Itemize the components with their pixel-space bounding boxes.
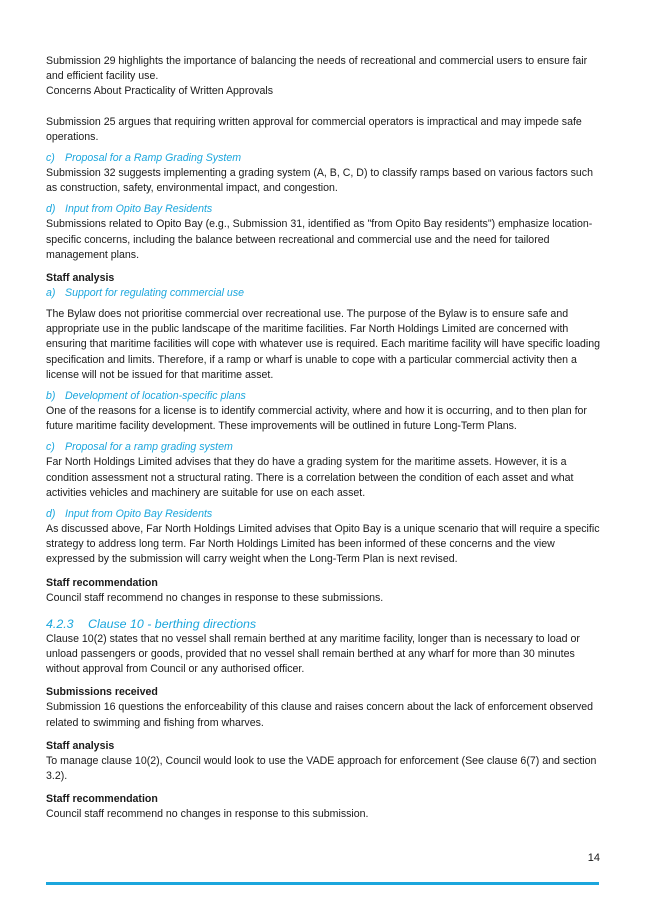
subheading-c-ramp-grading: c) Proposal for a Ramp Grading System (46, 152, 242, 165)
subheading-b-location-plans: b) Development of location-specific plans (46, 390, 246, 403)
paragraph-submission-16: Submission 16 questions the enforceability of this clause and raises concern about the lack of enforcement observed related to swimming and fishing from wharves. (46, 701, 594, 729)
paragraph-submission-29: Submission 29 highlights the importance of balancing the needs of recreational and commercial users to ensure fair and efficient facility use. (46, 55, 588, 83)
paragraph-analysis-c: Far North Holdings Limited advises that they do have a grading system for the maritime assets. However, it is a condition assessment not a structural rating. There is a correlation between the condition of each asset and what activities vehicles and machinery are suitable for use on each asset. (46, 456, 574, 499)
staff-analysis-heading-2: Staff analysis (46, 739, 115, 752)
page-number: 14 (587, 852, 600, 864)
footer-rule (46, 882, 599, 885)
document-body (46, 54, 606, 823)
subheading-c-ramp-grading-analysis: c) Proposal for a ramp grading system (46, 441, 233, 454)
paragraph-submission-31: Submissions related to Opito Bay (e.g., Submission 31, identified as "from Opito Bay residents") emphasize location-specific concerns, including the balance between recreational and commercial use and the need for tailored management plans. (46, 218, 593, 261)
paragraph-submission-25: Submission 25 argues that requiring written approval for commercial operators is impractical and may impede safe operations. (46, 115, 582, 143)
staff-recommendation-heading-2: Staff recommendation (46, 793, 158, 806)
staff-recommendation-heading: Staff recommendation (46, 576, 158, 589)
paragraph-analysis-d: As discussed above, Far North Holdings Limited advises that Opito Bay is a unique scenario that will require a specific strategy to address long term. Far North Holdings Limited has been informed of these concerns and the view expressed by the submission will carry weight when the Long-Term Plan is next revised. (46, 523, 600, 566)
concerns-heading: Concerns About Practicality of Written Approvals (46, 85, 274, 98)
paragraph-recommendation-2: Council staff recommend no changes in response to this submission. (46, 808, 369, 821)
paragraph-analysis-b: One of the reasons for a license is to identify commercial activity, where and how it is occurring, and to then plan for future maritime facility development. These improvements will be outlined in future Long-Term Plans. (46, 405, 587, 433)
paragraph-analysis-a: The Bylaw does not prioritise commercial over recreational use. The purpose of the Bylaw is to ensure safe and appropriate use in the public landscape of the maritime facilities. Far North Holdings Limited are concerned with ensuring that maritime facilities will cope with whatever use is required. Each maritime facility will have specific loading specification and limits. Therefore, if a ramp or wharf is unable to cope with a particular commercial activity then a license will not be issued for that maritime asset. (46, 308, 601, 381)
paragraph-recommendation-1: Council staff recommend no changes in response to these submissions. (46, 591, 384, 604)
paragraph-vade: To manage clause 10(2), Council would look to use the VADE approach for enforcement (See clause 6(7) and section 3.2). (46, 754, 597, 783)
subheading-a-commercial-use: a) Support for regulating commercial use (46, 287, 245, 300)
subheading-d-opito-bay: d) Input from Opito Bay Residents (46, 203, 213, 216)
section-heading-4-2-3: 4.2.3 Clause 10 - berthing directions (46, 616, 257, 631)
staff-analysis-heading: Staff analysis (46, 272, 115, 285)
paragraph-clause-10: Clause 10(2) states that no vessel shall remain berthed at any maritime facility, longer than is necessary to load or unload passengers or goods, provided that no vessel shall remain berthed at any wharf for more than 30 minutes without approval from Council or any authorised officer. (46, 632, 580, 676)
subheading-d-opito-bay-analysis: d) Input from Opito Bay Residents (46, 508, 213, 521)
submissions-received-heading: Submissions received (46, 686, 158, 699)
paragraph-submission-32: Submission 32 suggests implementing a grading system (A, B, C, D) to classify ramps based on various factors such as construction, safety, environmental impact, and congestion. (46, 167, 593, 195)
